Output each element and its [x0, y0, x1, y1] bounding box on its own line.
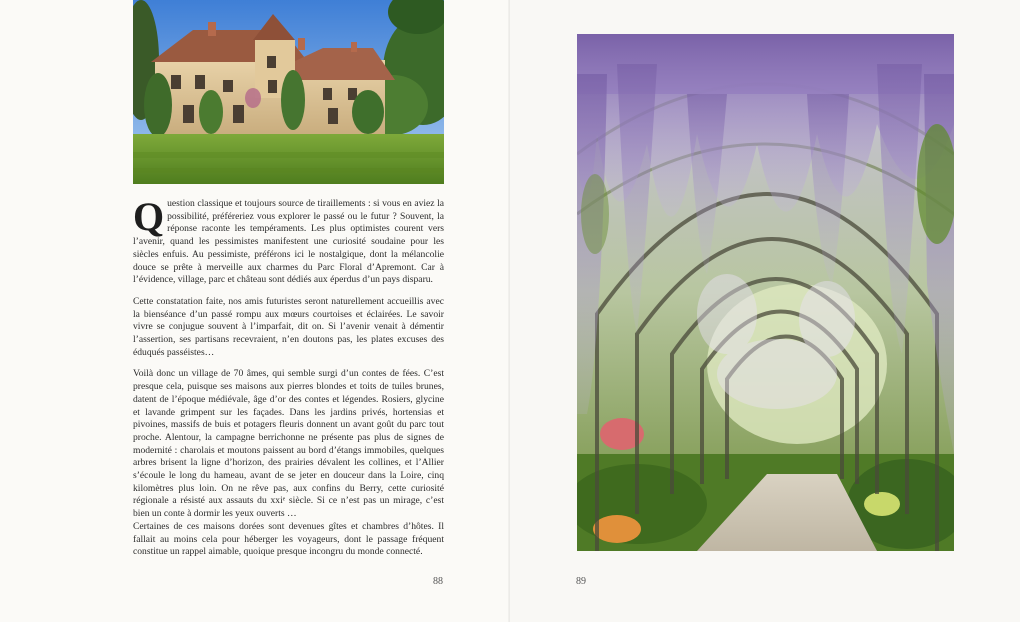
- paragraph-3: Voilà donc un village de 70 âmes, qui semble surgi d’un contes de fées. C’est presque cela, puisque ses maisons aux pierres blondes et toits de tuiles brunes, datent de l’époque médiévale, âge d’or des contes et légendes. Rosiers, glycine et lavande grimpent sur les façades. Dans les jardins privés, hortensias et pivoines, massifs de buis et potagers fleuris donnent un avant goût du parc tout proche. Alentour, la campagne berrichonne ne présente pas plus de signes de modernité : charolais et moutons paissent au bord d’étangs immobiles, quelques arbres brisent la ligne d’horizon, des prairies dévalent les collines, et l’Allier s’écoule le long du hameau, avant de se jeter en douceur dans la Loire, cinq kilomètres plus loin. On ne rêve pas, aux confins du Berry, cette curiosité régionale a résisté aux assauts du xxiᵉ siècle. Si ce n’est pas un mirage, c’est bien un conte à dormir les yeux ouverts …: [133, 368, 444, 520]
- wisteria-pergola-photo: [577, 34, 954, 551]
- page-number-left: 88: [433, 576, 443, 587]
- paragraph-4: Certaines de ces maisons dorées sont devenues gîtes et chambres d’hôtes. Il fallait au moins cela pour héberger les voyageurs, dont le passage fréquent constitue un rappel aimable, quoique presque incongru du monde connecté.: [133, 520, 444, 558]
- paragraph-1: uestion classique et toujours source de tiraillements : si vous en aviez la possibilité, préféreriez vous explorer le passé ou le futur ? Souvent, la réponse raconte les tempéraments. Les plus optimistes courent vers l’avenir, quand les pessimistes manifestent une curiosité soudaine pour les siècles enfuis. Au pessimiste, préférons ici le nostalgique, dont la mélancolie douce se prête à merveille aux charmes du Parc Floral d’Apremont. Car à l’évidence, village, parc et château sont dédiés aux éperdus d’un pays disparu.: [133, 198, 444, 286]
- page-number-right: 89: [576, 576, 586, 587]
- body-text: [133, 194, 444, 568]
- dropcap: Q: [133, 194, 165, 239]
- manor-house-photo: [133, 0, 444, 184]
- paragraph-2: Cette constatation faite, nos amis futuristes seront naturellement accueillis avec la bienséance d’un passé rompu aux mœurs courtoises et éclairées. Le savoir vivre se conjugue souvent à l’imparfait, dit on. Si l’avenir venait à démentir l’assertion, ses partisans recevraient, n’en doutons pas, les plates excuses des éduqués passéistes…: [133, 295, 444, 358]
